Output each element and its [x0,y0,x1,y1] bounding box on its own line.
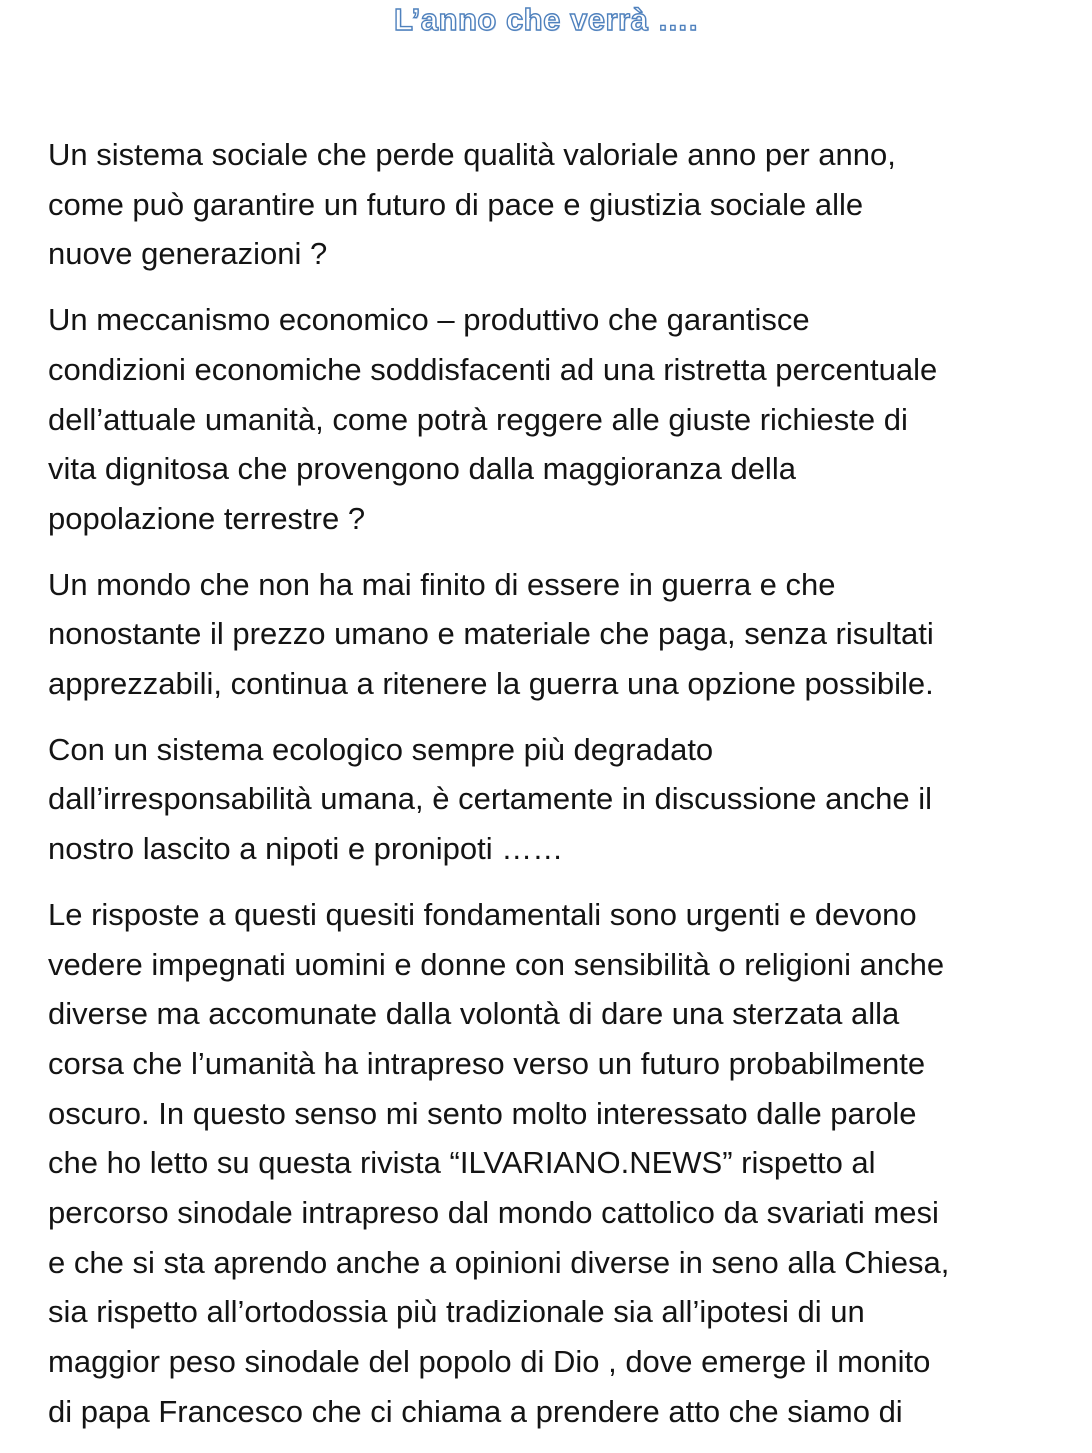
text-line: vita dignitosa che provengono dalla maggioranza della [48,451,796,487]
paragraph-2 [48,295,1068,544]
text-line: di papa Francesco che ci chiama a prendere atto che siamo di [48,1393,903,1429]
text-line: vedere impegnati uomini e donne con sensibilità o religioni anche [48,946,945,982]
document-title: L’anno che verrà …. [393,2,699,37]
text-line: nonostante il prezzo umano e materiale che paga, senza risultati [48,616,934,652]
paragraph-4 [48,725,1068,874]
text-line: nuove generazioni ? [48,236,328,272]
text-line: nostro lascito a nipoti e pronipoti …… [48,831,564,867]
paragraph-3 [48,560,1068,709]
text-line: sia rispetto all’ortodossia più tradizionale sia all’ipotesi di un [48,1294,865,1330]
text-line: Un sistema sociale che perde qualità valoriale anno per anno, [48,137,896,172]
paragraph-1 [48,130,1068,279]
text-line: diverse ma accomunate dalla volontà di dare una sterzata alla [48,996,900,1032]
text-line: percorso sinodale intrapreso dal mondo cattolico da svariati mesi [48,1195,939,1231]
text-line: apprezzabili, continua a ritenere la guerra una opzione possibile. [48,666,934,702]
text-line: Un mondo che non ha mai finito di essere in guerra e che [48,566,836,602]
document-body [48,130,1068,1453]
paragraph-5 [48,890,1068,1437]
text-line: come può garantire un futuro di pace e giustizia sociale alle [48,186,864,222]
text-line: condizioni economiche soddisfacenti ad una ristretta percentuale [48,351,938,387]
text-line: oscuro. In questo senso mi sento molto interessato dalle parole [48,1095,917,1131]
text-line: dall’irresponsabilità umana, è certamente in discussione anche il [48,781,932,817]
text-line: maggior peso sinodale del popolo di Dio , dove emerge il monito [48,1344,931,1380]
text-line: dell’attuale umanità, come potrà reggere alle giuste richieste di [48,401,908,437]
text-line: Con un sistema ecologico sempre più degradato [48,731,714,767]
text-line: che ho letto su questa rivista “ILVARIANO.NEWS” rispetto al [48,1145,876,1181]
text-line: Le risposte a questi quesiti fondamentali sono urgenti e devono [48,896,917,932]
text-line: e che si sta aprendo anche a opinioni diverse in seno alla Chiesa, [48,1244,950,1280]
text-line: Un meccanismo economico – produttivo che garantisce [48,302,810,338]
text-line: corsa che l’umanità ha intrapreso verso un futuro probabilmente [48,1045,926,1081]
text-line: popolazione terrestre ? [48,500,366,536]
